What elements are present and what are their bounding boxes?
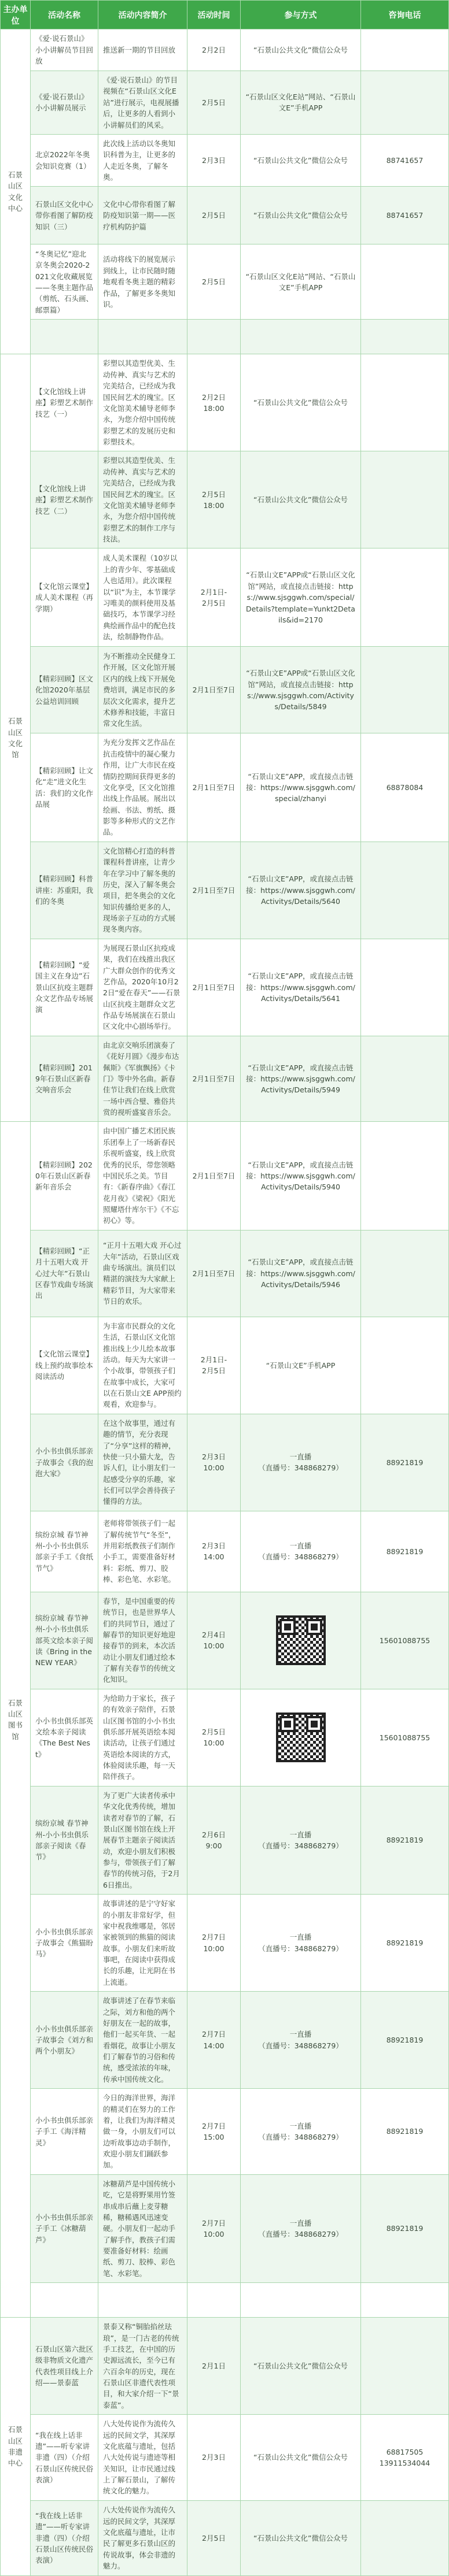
activity-name-cell [31, 320, 98, 354]
activity-time-cell: 2月7日 10:00 [187, 2174, 241, 2282]
phone-cell [361, 451, 449, 548]
table-row [1, 2089, 449, 2175]
phone-cell [361, 71, 449, 135]
participation-cell [241, 320, 361, 354]
activity-intro-cell: 文化中心带你看图了解防疫知识第一期——医疗机构防护篇 [98, 187, 187, 244]
qr-code-icon[interactable] [276, 1713, 326, 1762]
table-row [1, 134, 449, 187]
participation-cell: 一直播 （直播号：348868279） [241, 2089, 361, 2175]
activity-name-cell: 【文化馆云课堂】成人美术课程（再学期） [31, 548, 98, 647]
table-row [1, 1992, 449, 2089]
activity-intro-cell: 活动将线下的展览展示到线上，让市民随时随地观看冬奥主题的精彩作品，了解更多冬奥知识。 [98, 244, 187, 320]
table-row [1, 1122, 449, 1230]
activity-time-cell: 2月1日至7日 [187, 842, 241, 939]
participation-cell: 一直播 （直播号：348868279） [241, 1786, 361, 1894]
activity-intro-cell: 彩塑以其造型优美、生动传神、真实与艺术的完美结合，已经成为我国民间艺术的瑰宝。区文化馆美术辅导老师李永，为您介绍中国传统彩塑艺术的制作工序与技法。 [98, 451, 187, 548]
participation-cell: “石景山公共文化”微信公众号 [241, 134, 361, 187]
participation-cell [241, 1689, 361, 1786]
participation-cell: “石景山文E”APP，或直接点击链接：https://www.sjsggwh.com/Activitys/Details/5940 [241, 1122, 361, 1230]
activity-time-cell: 2月1日至7日 [187, 1230, 241, 1317]
participation-cell: “石景山文E”APP，或直接点击链接：https://www.sjsggwh.com/Activitys/Details/5641 [241, 939, 361, 1036]
activity-time-cell: 2月3日 [187, 134, 241, 187]
activity-name-cell: 【精彩回顾】2019年石景山区新春交响音乐会 [31, 1036, 98, 1122]
participation-cell: “石景山区文化E站”网站、“石景山文E”手机APP [241, 244, 361, 320]
participation-cell: “石景山文E”APP，或直接点击链接：https://www.sjsggwh.com/special/zhanyi [241, 733, 361, 842]
activity-time-cell: 2月5日 [187, 2500, 241, 2575]
activity-name-cell [31, 2283, 98, 2318]
phone-cell: 88741657 [361, 187, 449, 244]
table-row [1, 71, 449, 135]
activity-intro-cell [98, 320, 187, 354]
activity-intro-cell: 由中国广播艺术团民族乐团奉上了一场新春民乐视听盛宴，线上欣赏优秀的民乐，带您领略中国民乐之美。节目有：《新春序曲》《春江花月夜》《梁祝》《阳光照耀塔什库尔干》《不忘初心》等。 [98, 1122, 187, 1230]
activity-time-cell: 2月6日 9:00 [187, 1786, 241, 1894]
activity-time-cell: 2月5日 [187, 71, 241, 135]
phone-cell: 88921819 [361, 1895, 449, 1992]
activity-name-cell: 【精彩回顾】让文化“走”进文化生活：我们的文化作品展 [31, 733, 98, 842]
phone-cell: 88921819 [361, 2174, 449, 2282]
participation-cell: “石景山文E”APP，或直接点击链接：https://www.sjsggwh.com/Activitys/Details/5946 [241, 1230, 361, 1317]
activity-intro-cell: 春节，是中国重要的传统节日，也是世界华人们的共同节日，通过了解春节的知识更好地迎接春节的到来，本次活动让小朋友们通过绘本了解有关春节的传统文化知识。 [98, 1592, 187, 1689]
table-row [1, 548, 449, 647]
activity-intro-cell: 为展现石景山区抗疫成果，我们在线推出我区广大群众创作的优秀文艺作品，2020年10月22日“爱在春天”——石景山区抗疫主题群众文艺作品专场展演在石景山区文化中心剧场举行。 [98, 939, 187, 1036]
participation-cell: “石景山公共文化”微信公众号 [241, 451, 361, 548]
activity-time-cell [187, 320, 241, 354]
phone-cell: 68817505 13911534044 [361, 2415, 449, 2501]
table-row [1, 1511, 449, 1592]
phone-cell [361, 244, 449, 320]
activity-time-cell: 2月1日至7日 [187, 733, 241, 842]
table-row [1, 2500, 449, 2575]
phone-cell [361, 1230, 449, 1317]
activity-name-cell: 小小书虫俱乐部亲子故事会《刘方和两个小朋友》 [31, 1992, 98, 2089]
activity-time-cell: 2月1日- 2月5日 [187, 548, 241, 647]
participation-cell: 一直播 （直播号：348868279） [241, 1992, 361, 2089]
table-row [1, 354, 449, 451]
phone-cell [361, 2283, 449, 2318]
activity-time-cell: 2月1日 [187, 2318, 241, 2415]
participation-cell: “石景山文E”APP或“石景山区文化馆”网站，或直接点击链接：https://www.sjsggwh.com/Activitys/Details/5849 [241, 647, 361, 733]
phone-cell [361, 548, 449, 647]
phone-cell [361, 320, 449, 354]
qr-code-icon[interactable] [276, 1615, 326, 1665]
phone-cell: 15601088755 [361, 1592, 449, 1689]
organizer-cell: 石景山区文化中心 [1, 29, 31, 354]
phone-cell: 88741657 [361, 134, 449, 187]
phone-cell [361, 1036, 449, 1122]
table-row [1, 1414, 449, 1511]
phone-cell [361, 2500, 449, 2575]
table-row [1, 1592, 449, 1689]
activity-intro-cell: 八大处传说作为流传久远的民间文学，其深厚文化底蕴与遗址，包括八大处传说与遗迹等相关知识，让市民通过线上了解石景山，了解传统文化的魅力。 [98, 2415, 187, 2501]
activity-name-cell: 缤纷京城 春节神州-小小书虫俱乐部亲子阅读《春节》 [31, 1786, 98, 1894]
phone-cell [361, 1317, 449, 1414]
activity-name-cell: “我在线上话非遗”——听专家讲非遗（四）（介绍石景山区传统民俗表演） [31, 2500, 98, 2575]
activity-name-cell: 【精彩回顾】“爱国主义在身边”石景山区抗疫主题群众文艺作品专场展演 [31, 939, 98, 1036]
activity-name-cell: 【精彩回顾】科普讲座：苏重阳，我们的冬奥 [31, 842, 98, 939]
activity-intro-cell: 成人美术课程（10岁以上的青少年、零基础成人也适用）。此次课程以“识”为主，本节课学习唯美的颜料使用及基础技巧，本节课学习经典绘画作品中的配色技法，绘制静物作品。 [98, 548, 187, 647]
activity-intro-cell: 推送新一期的节目回放 [98, 29, 187, 71]
participation-cell: 一直播 （直播号：348868279） [241, 1414, 361, 1511]
activity-intro-cell: 为了更广大读者传承中华文化优秀传统，增加读者对春节的了解，石景山区图书馆在线上开展春节主题亲子阅读活动，欢迎小朋友们积极参与，带领孩子们了解春节的传统习俗，于2月6日推出。 [98, 1786, 187, 1894]
activity-time-cell: 2月1日至7日 [187, 1036, 241, 1122]
table-row [1, 1230, 449, 1317]
activity-name-cell: 【文化馆云课堂】线上预约故事绘本阅读活动 [31, 1317, 98, 1414]
phone-cell: 88921819 [361, 1511, 449, 1592]
activity-name-cell: 小小书虫俱乐部亲子手工《海洋精灵》 [31, 2089, 98, 2175]
phone-cell: 88921819 [361, 2089, 449, 2175]
participation-cell: “石景山公共文化”微信公众号 [241, 2415, 361, 2501]
phone-cell: 68878084 [361, 733, 449, 842]
participation-cell: “石景山文E”APP，或直接点击链接：https://www.sjsggwh.com/Activitys/Details/5949 [241, 1036, 361, 1122]
activity-intro-cell: 今日的海洋世界，海洋的精灵们在努力的工作着，让我们为海洋精灵做一身，小朋友们可以边听故事边动手制作，欢迎小朋友们踊跃参加。 [98, 2089, 187, 2175]
organizer-cell: 石景山区文化馆 [1, 354, 31, 1122]
activity-time-cell: 2月1日至7日 [187, 1122, 241, 1230]
table-header [1, 1, 449, 29]
participation-cell: 一直播 （直播号：348868279） [241, 1511, 361, 1592]
activity-time-cell: 2月3日 10:00 [187, 1414, 241, 1511]
activity-time-cell: 2月5日 [187, 244, 241, 320]
activity-time-cell: 2月1日- 2月5日 [187, 1317, 241, 1414]
activity-time-cell: 2月5日 18:00 [187, 451, 241, 548]
activity-time-cell: 2月7日 14:00 [187, 1992, 241, 2089]
activity-intro-cell: 故事讲述了在春节来临之际，刘方和他的两个好朋友在一起的故事，他们一起买年货、一起看烟花，故事让小朋友们了解春节的习俗和传统，感受浓浓的年味，传承中国传统文化。 [98, 1992, 187, 2089]
activity-time-cell: 2月7日 10:00 [187, 1895, 241, 1992]
activity-name-cell: 石景山区文化中心带你看图了解防疫知识（三） [31, 187, 98, 244]
table-row [1, 1317, 449, 1414]
activity-time-cell: 2月5日 10:00 [187, 1689, 241, 1786]
phone-cell: 88921819 [361, 1414, 449, 1511]
table-row [1, 2174, 449, 2282]
table-row [1, 647, 449, 733]
activity-intro-cell: 彩塑以其造型优美、生动传神、真实与艺术的完美结合，已经成为我国民间艺术的瑰宝。区文化馆美术辅导老师李永，为您介绍中国传统彩塑艺术的发展历史和彩塑技术。 [98, 354, 187, 451]
participation-cell: “石景山文E”APP，或直接点击链接：https://www.sjsggwh.com/Activitys/Details/5640 [241, 842, 361, 939]
phone-cell [361, 1122, 449, 1230]
activity-intro-cell: 冰糖葫芦是中国传统小吃，它是将野果用竹签串成串后蘸上麦芽糖稀，糖稀遇风迅速变硬。小朋友们一起动手了解手作，教孩子们需要准备好材料：绘画纸、剪刀、胶棒、彩色笔、水彩笔。 [98, 2174, 187, 2282]
phone-cell [361, 842, 449, 939]
activity-name-cell: 北京2022年冬奥会知识竞赛（1） [31, 134, 98, 187]
activity-name-cell: 缤纷京城 春节神州-小小书虫俱乐部亲子手工《食纸节气》 [31, 1511, 98, 1592]
header-phone: 咨询电话 [361, 1, 449, 29]
participation-cell: “石景山公共文化”微信公众号 [241, 2500, 361, 2575]
activity-time-cell: 2月2日 [187, 29, 241, 71]
table-row [1, 2318, 449, 2415]
phone-cell [361, 647, 449, 733]
activity-intro-cell [98, 2283, 187, 2318]
activity-time-cell: 2月5日 [187, 187, 241, 244]
participation-cell: “石景山公共文化”微信公众号 [241, 187, 361, 244]
activity-time-cell: 2月2日 18:00 [187, 354, 241, 451]
table-row [1, 451, 449, 548]
activity-name-cell: 石景山区第六批区级非物质文化遗产代表性项目线上介绍——景泰蓝 [31, 2318, 98, 2415]
activity-time-cell: 2月3日 [187, 2415, 241, 2501]
activity-intro-cell: 景泰又称“铜胎掐丝珐琅”，是一门古老的传统手工技艺，在中国的历史源远流长，至今已有六百余年的历史，现在石景山区非遗代表性项目，和大家介绍一下“景泰蓝”。 [98, 2318, 187, 2415]
phone-cell: 88921819 [361, 1992, 449, 2089]
table-row [1, 939, 449, 1036]
phone-cell: 88921819 [361, 1786, 449, 1894]
activity-intro-cell: 由北京交响乐团演奏了《花好月圆》《漫步布达佩斯》《军旗飘扬》《卡门》等中外名曲。新春佳节让我们在线上欣赏一场中西合璧、雅俗共赏的视听盛宴音乐会。 [98, 1036, 187, 1122]
phone-cell [361, 939, 449, 1036]
activity-intro-cell: 此次线上活动以冬奥知识科普为主，让更多的人走近冬奥，了解冬奥。 [98, 134, 187, 187]
activity-intro-cell: 为给助力于家长，孩子的有效亲子陪伴，石景山区图书馆的小小书虫俱乐部开展英语绘本阅读活动，让孩子们通过英语绘本阅读的方式，体验阅读乐趣，每一天陪伴孩子。 [98, 1689, 187, 1786]
table-row [1, 1036, 449, 1122]
table-row [1, 2283, 449, 2318]
activity-time-cell: 2月4日 10:00 [187, 1592, 241, 1689]
participation-cell: “石景山文E”APP或“石景山区文化馆”网站，或直接点击链接：https://www.sjsggwh.com/special/Details?template=Yunkt2Details&id=2170 [241, 548, 361, 647]
table-row [1, 2415, 449, 2501]
phone-cell [361, 354, 449, 451]
participation-cell: “石景山公共文化”微信公众号 [241, 2318, 361, 2415]
phone-cell: 15601088755 [361, 1689, 449, 1786]
activity-name-cell: 【文化馆线上讲座】彩塑艺术制作技艺（二） [31, 451, 98, 548]
organizer-cell: 石景山区图书馆 [1, 1122, 31, 2318]
activity-time-cell: 2月1日至7日 [187, 647, 241, 733]
activity-intro-cell: 文化馆精心打造的科普课程科普讲座，让青少年在学习中了解冬奥的历史，深入了解冬奥会项目，把冬奥会的文化知识传播给更多的人，现场亲子互动的方式展现冬奥内容。 [98, 842, 187, 939]
organizer-cell: 石景山区非遗中心 [1, 2318, 31, 2576]
table-body [1, 29, 449, 2576]
participation-cell: “石景山区文化E站”网站、“石景山文E”手机APP [241, 71, 361, 135]
activity-name-cell: 小小书虫俱乐部亲子手工《冰糖葫芦》 [31, 2174, 98, 2282]
table-row [1, 842, 449, 939]
table-row [1, 1689, 449, 1786]
table-row [1, 733, 449, 842]
activity-name-cell: 【精彩回顾】“正月十五唱大戏 开心过大年”石景山区春节戏曲专场演出 [31, 1230, 98, 1317]
table-row [1, 244, 449, 320]
activity-intro-cell: “正月十五唱大戏 开心过大年”活动，石景山区戏曲专场演出。演员们以精湛的演技为大家献上精彩节目，为大家带来节日的欢乐。 [98, 1230, 187, 1317]
activity-name-cell: “我在线上话非遗”——听专家讲非遗（四）（介绍石景山区传统民俗表演） [31, 2415, 98, 2501]
header-activity-time: 活动时间 [187, 1, 241, 29]
activity-intro-cell: 老师将带领孩子们一起了解传统节气“冬至”，并用彩纸教孩子们制作小手工，需要准备好材料：彩纸、剪刀、胶棒、彩色笔、水彩笔。 [98, 1511, 187, 1592]
activity-intro-cell: 故事讲述的是宁守好家的小朋友非常好学，但家中祝我维哪是，邻居家被领到的熊猫的阅读故事。小朋友们来听故事吧，在阅读中获得成长的乐趣，让光阴在书上流逝。 [98, 1895, 187, 1992]
table-row [1, 29, 449, 71]
header-activity-intro: 活动内容简介 [98, 1, 187, 29]
header-participation: 参与方式 [241, 1, 361, 29]
header-activity-name: 活动名称 [31, 1, 98, 29]
activity-name-cell: 小小书虫俱乐部英文绘本亲子阅读《The Best Nest》 [31, 1689, 98, 1786]
phone-cell [361, 2318, 449, 2415]
activity-time-cell: 2月3日 14:00 [187, 1511, 241, 1592]
activity-intro-cell: 为充分发挥文艺作品在抗击疫情中的凝心聚力作用，让广大市民在疫情防控期间获得更多的文化享受，区文化馆推出线上作品展。展出以绘画、书法、剪纸、摄影等多种形式的文艺作品。 [98, 733, 187, 842]
activity-name-cell: “冬奥记忆”迎北京冬奥会2020-2021文化收藏展览——冬奥主题作品（剪纸、石头画、邮票篇） [31, 244, 98, 320]
activity-name-cell: 《爱·说石景山》小小讲解员节目回放 [31, 29, 98, 71]
table-row [1, 1895, 449, 1992]
activity-name-cell: 小小书虫俱乐部亲子故事会《熊猫盼马》 [31, 1895, 98, 1992]
participation-cell [241, 2283, 361, 2318]
activity-time-cell [187, 2283, 241, 2318]
activity-intro-cell: 为不断推动全民健身工作开展，区文化馆开展区内的线上线下开展免费培训，满足市民的多层次文化需求，提升艺术修养和技能，丰富日常文化生活。 [98, 647, 187, 733]
table-row [1, 187, 449, 244]
participation-cell: 一直播 （直播号：348868279） [241, 1895, 361, 1992]
activity-intro-cell: 《爱·说石景山》的节目视频在“石景山区文化E站”进行展示，电视展播后，让更多的人看到小小讲解员们的风采。 [98, 71, 187, 135]
table-row [1, 320, 449, 354]
participation-cell: 一直播 （直播号：348868279） [241, 2174, 361, 2282]
activity-time-cell: 2月1日至7日 [187, 939, 241, 1036]
activity-name-cell: 《爱·说石景山》小小讲解员展示 [31, 71, 98, 135]
participation-cell: “石景山公共文化”微信公众号 [241, 354, 361, 451]
participation-cell [241, 1592, 361, 1689]
activity-intro-cell: 八大处传说作为流传久远的民间文学，其深厚文化底蕴与遗址，让市民了解更多石景山区的传说故事，体会非遗的魅力。 [98, 2500, 187, 2575]
activity-name-cell: 小小书虫俱乐部亲子故事会《我的泡泡大家》 [31, 1414, 98, 1511]
activity-intro-cell: 在这个故事里，通过有趣的情节，充分表现了“分享”这样的精神，快使一只小猫大龙，告诉人们，让小朋友们一起感受分享的乐趣，家长们可以学会善待孩子懂得的方法。 [98, 1414, 187, 1511]
activity-name-cell: 【精彩回顾】区文化馆2020年基层公益培训回顾 [31, 647, 98, 733]
participation-cell: “石景山公共文化”微信公众号 [241, 29, 361, 71]
activity-name-cell: 【精彩回顾】2020年石景山区新春新年音乐会 [31, 1122, 98, 1230]
table-row [1, 1786, 449, 1894]
participation-cell: “石景山文E”手机APP [241, 1317, 361, 1414]
phone-cell [361, 29, 449, 71]
activity-time-cell: 2月7日 15:00 [187, 2089, 241, 2175]
activity-intro-cell: 为丰富市民群众的文化生活，石景山区文化馆推出线上少儿绘本故事活动。每天为大家讲一个小故事，带领孩子们在故事中成长，大家可以在石景山文E APP预约观看，欢迎参与。 [98, 1317, 187, 1414]
header-organizer: 主办单位 [1, 1, 31, 29]
activity-name-cell: 【文化馆线上讲座】彩塑艺术制作技艺（一） [31, 354, 98, 451]
activity-name-cell: 缤纷京城 春节神州-小小书虫俱乐部英文绘本亲子阅读《Bring in the NEW YEAR》 [31, 1592, 98, 1689]
